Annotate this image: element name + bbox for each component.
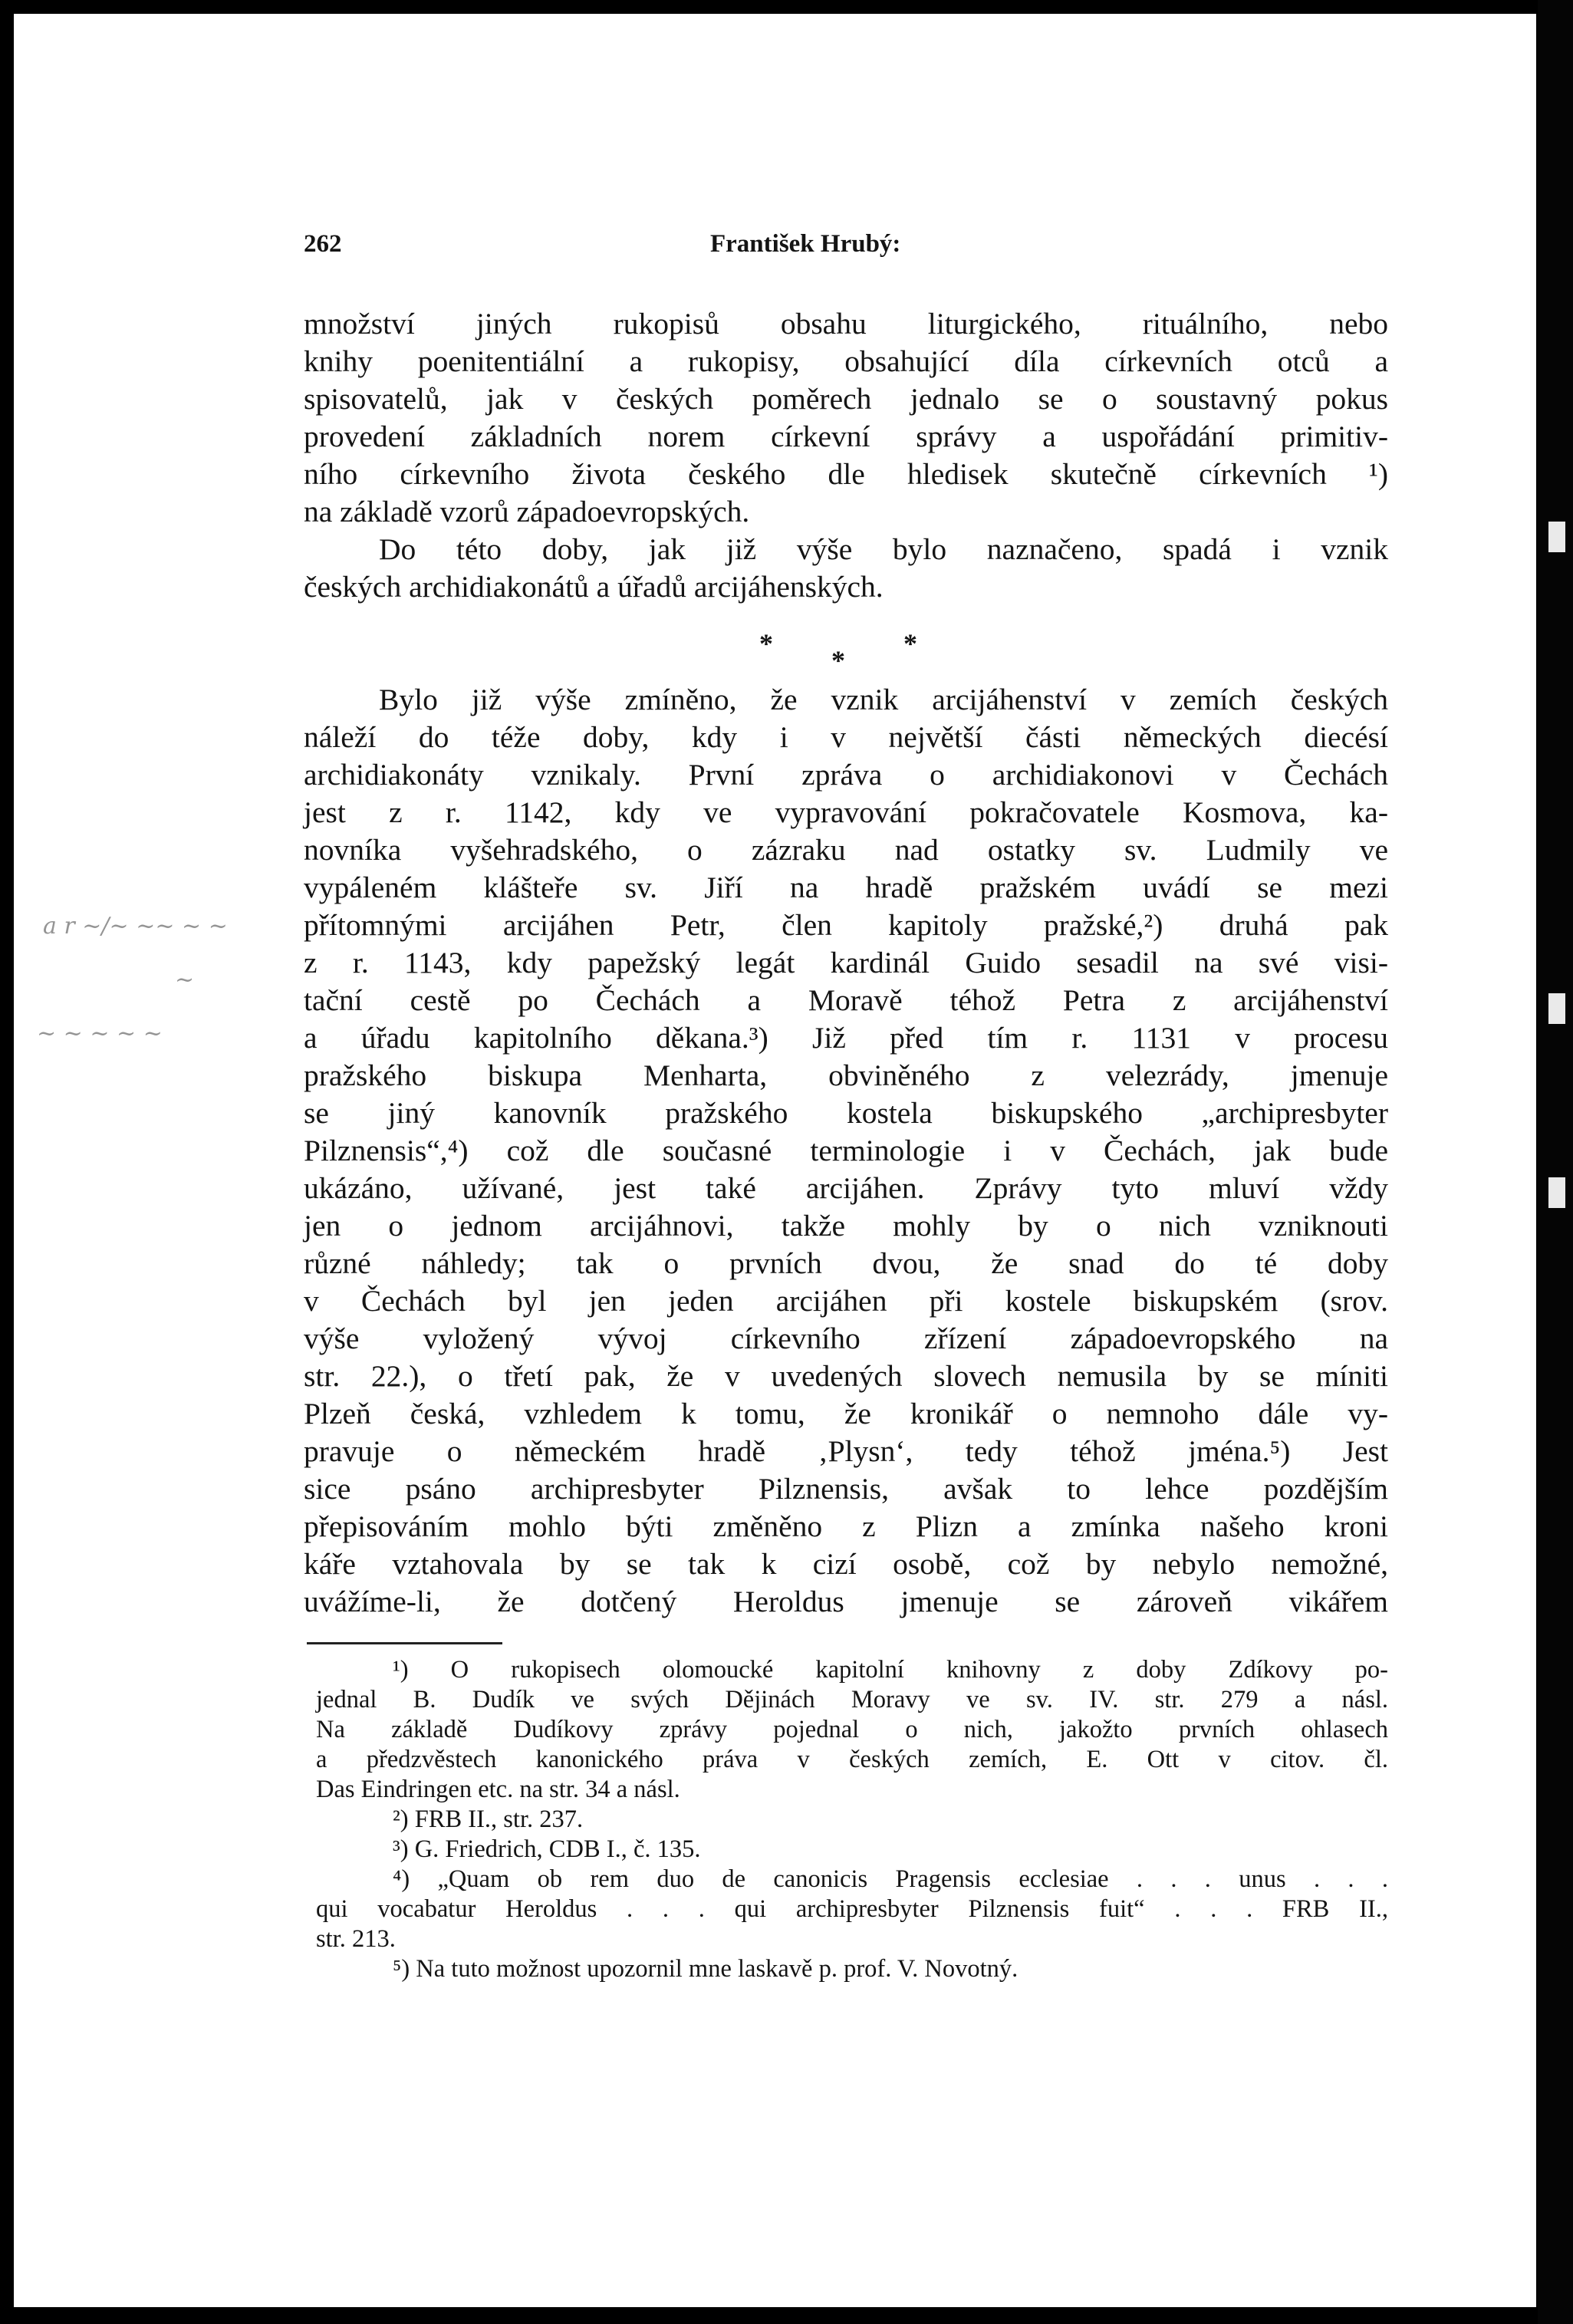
body-line: provedení základních norem církevní správy a uspořádání primitiv-	[304, 420, 1388, 453]
body-line: str. 22.), o třetí pak, že v uvedených slovech nemusila by se míniti	[304, 1359, 1388, 1393]
body-line: knihy poenitentiální a rukopisy, obsahující díla církevních otců a	[304, 344, 1388, 378]
body-text	[304, 305, 1388, 1621]
body-line: ního církevního života českého dle hledisek skutečně církevních ¹)	[304, 457, 1388, 491]
body-line: na základě vzorů západoevropských.	[304, 495, 750, 528]
handwritten-margin-notes	[37, 882, 313, 1081]
footnote-line: Na základě Dudíkovy zprávy pojednal o nich, jakožto prvních ohlasech	[316, 1716, 1388, 1743]
body-line: uvážíme-li, že dotčený Heroldus jmenuje se zároveň vikářem	[304, 1585, 1388, 1618]
section-asterisk: *	[759, 628, 773, 659]
footnote-line: Das Eindringen etc. na str. 34 a násl.	[316, 1776, 680, 1803]
section-asterisk: *	[903, 628, 917, 659]
footnote-line: jednal B. Dudík ve svých Dějinách Moravy ve sv. IV. str. 279 a násl.	[316, 1686, 1388, 1713]
running-head	[304, 230, 1388, 276]
footnote-line: ⁴) „Quam ob rem duo de canonicis Pragensis ecclesiae . . . unus . . .	[393, 1865, 1388, 1893]
body-line: různé náhledy; tak o prvních dvou, že snad do té doby	[304, 1246, 1388, 1280]
footnotes	[316, 1655, 1388, 1984]
body-line: Do této doby, jak již výše bylo naznačeno, spadá i vznik	[379, 532, 1388, 566]
body-line: jest z r. 1142, kdy ve vypravování pokračovatele Kosmova, ka-	[304, 795, 1388, 829]
scan-border	[1538, 0, 1573, 2324]
body-line: Plzeň česká, vzhledem k tomu, že kronikář o nemnoho dále vy-	[304, 1397, 1388, 1430]
body-line: z r. 1143, kdy papežský legát kardinál Guido sesadil na své visi-	[304, 946, 1388, 979]
body-line: jen o jednom arcijáhnovi, takže mohly by o nich vzniknouti	[304, 1209, 1388, 1243]
scan-edge-mark	[1548, 993, 1565, 1024]
body-line: množství jiných rukopisů obsahu liturgického, rituálního, nebo	[304, 307, 1388, 341]
body-line: káře vztahovala by se tak k cizí osobě, což by nebylo nemožné,	[304, 1547, 1388, 1581]
footnote-line: a předzvěstech kanonického práva v českých zemích, E. Ott v citov. čl.	[316, 1746, 1388, 1773]
footnote-line: qui vocabatur Heroldus . . . qui archipresbyter Pilznensis fuit“ . . . FRB II.,	[316, 1895, 1388, 1923]
body-line: v Čechách byl jen jeden arcijáhen při kostele biskupském (srov.	[304, 1284, 1388, 1318]
margin-scribble: ~ ~ ~ ~ ~	[37, 1020, 163, 1047]
body-line: spisovatelů, jak v českých poměrech jednalo se o soustavný pokus	[304, 382, 1388, 416]
body-line: přítomnými arcijáhen Petr, člen kapitoly pražské,²) druhá pak	[304, 908, 1388, 942]
margin-scribble: ~	[175, 966, 195, 993]
body-line: výše vyložený vývoj církevního zřízení západoevropského na	[304, 1322, 1388, 1355]
footnote-line: ³) G. Friedrich, CDB I., č. 135.	[393, 1835, 701, 1863]
body-line: a úřadu kapitolního děkana.³) Již před tím r. 1131 v procesu	[304, 1021, 1388, 1055]
body-line: Bylo již výše zmíněno, že vznik arcijáhenství v zemích českých	[379, 683, 1388, 716]
margin-scribble: a r ~/~ ~~ ~ ~	[43, 913, 228, 940]
footnote-line: ⁵) Na tuto možnost upozornil mne laskavě p. prof. V. Novotný.	[393, 1955, 1019, 1983]
page-number: 262	[304, 230, 342, 258]
section-break	[736, 627, 936, 681]
body-line: se jiný kanovník pražského kostela biskupského „archipresbyter	[304, 1096, 1388, 1130]
footnote-rule	[307, 1642, 502, 1644]
body-line: vypáleném klášteře sv. Jiří na hradě pražském uvádí se mezi	[304, 871, 1388, 904]
body-line: archidiakonáty vznikaly. První zpráva o archidiakonovi v Čechách	[304, 758, 1388, 792]
body-line: náleží do téže doby, kdy i v největší části německých diecésí	[304, 720, 1388, 754]
body-line: Pilznensis“,⁴) což dle současné terminologie i v Čechách, jak bude	[304, 1134, 1388, 1167]
running-title: František Hrubý:	[710, 230, 901, 258]
body-line: tační cestě po Čechách a Moravě téhož Petra z arcijáhenství	[304, 983, 1388, 1017]
scan-edge-mark	[1548, 1177, 1565, 1208]
footnote-line: str. 213.	[316, 1925, 396, 1953]
body-line: pražského biskupa Menharta, obviněného z velezrády, jmenuje	[304, 1058, 1388, 1092]
body-line: českých archidiakonátů a úřadů arcijáhenských.	[304, 570, 884, 604]
body-line: novníka vyšehradského, o zázraku nad ostatky sv. Ludmily ve	[304, 833, 1388, 867]
scan-edge-mark	[1548, 522, 1565, 552]
body-line: sice psáno archipresbyter Pilznensis, avšak to lehce pozdějším	[304, 1472, 1388, 1506]
footnote-line: ¹) O rukopisech olomoucké kapitolní knihovny z doby Zdíkovy po-	[393, 1656, 1388, 1684]
body-line: pravuje o německém hradě ‚Plysn‘, tedy téhož jména.⁵) Jest	[304, 1434, 1388, 1468]
footnote-line: ²) FRB II., str. 237.	[393, 1806, 584, 1833]
body-line: přepisováním mohlo býti změněno z Plizn a zmínka našeho kroni	[304, 1509, 1388, 1543]
body-line: ukázáno, užívané, jest také arcijáhen. Zprávy tyto mluví vždy	[304, 1171, 1388, 1205]
section-asterisk: *	[831, 645, 845, 676]
